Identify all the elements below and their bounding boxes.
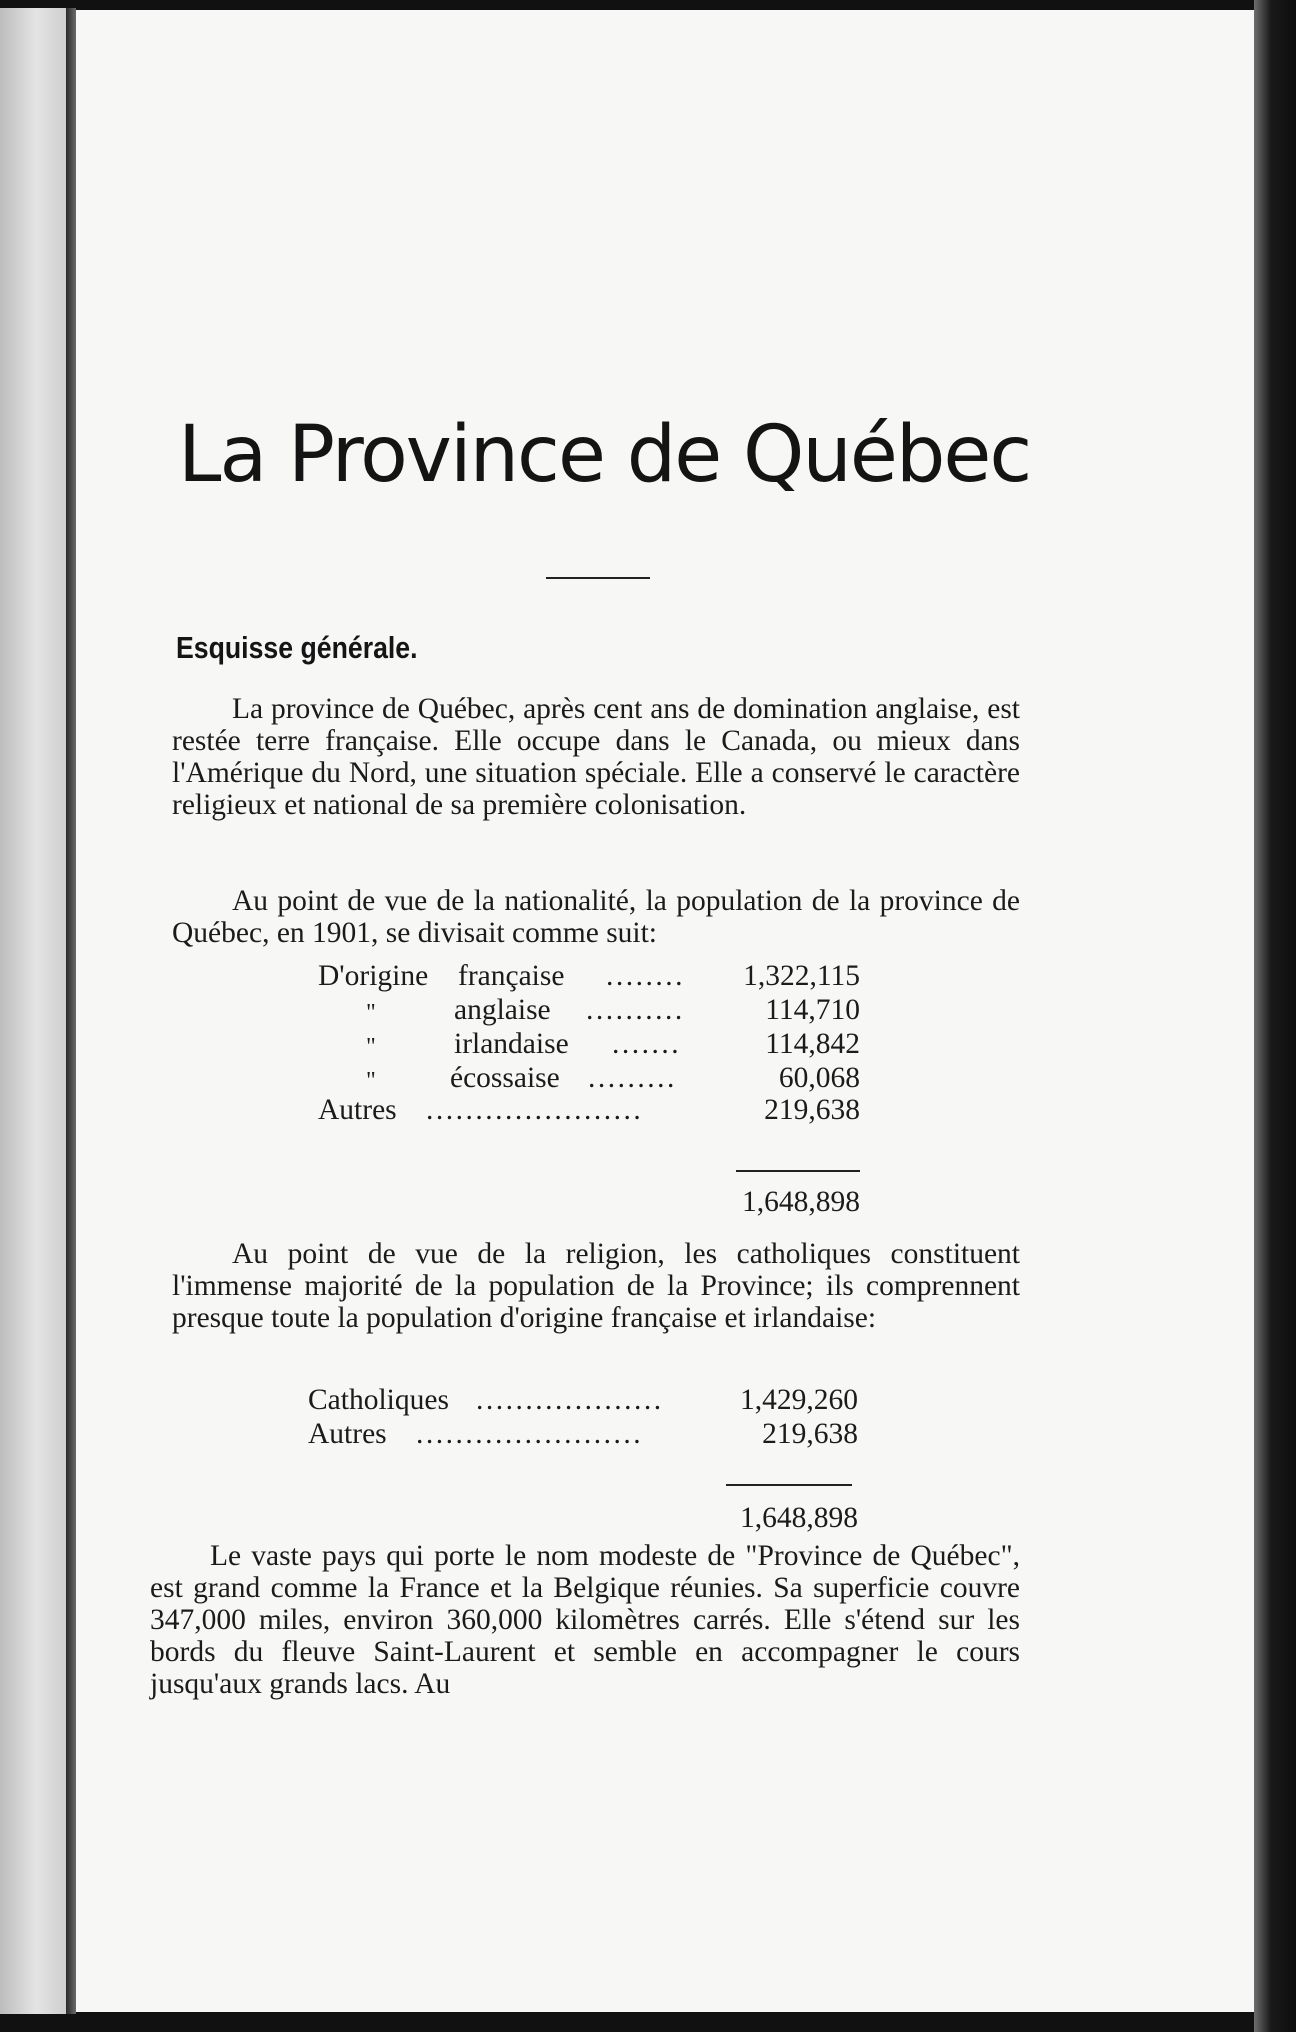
row-label: écossaise <box>450 1062 560 1094</box>
title-divider <box>546 577 650 579</box>
table-total: 1,648,898 <box>740 1502 858 1534</box>
leader-dots: ................... <box>476 1384 664 1416</box>
row-value: 114,842 <box>765 1028 860 1060</box>
row-value: 219,638 <box>764 1094 860 1126</box>
leader-dots: .......... <box>586 994 685 1026</box>
row-value: 114,710 <box>765 994 860 1026</box>
leader-dots: ......... <box>588 1062 677 1094</box>
ditto-mark: " <box>366 1068 376 1094</box>
row-label: Autres <box>318 1094 397 1126</box>
row-prefix: D'origine <box>318 960 429 992</box>
row-label: anglaise <box>454 994 551 1026</box>
row-label: française <box>458 960 565 992</box>
paragraph-intro: La province de Québec, après cent ans de domination anglaise, est restée terre française. Elle occupe dans le Canada, ou mieux dans l'Amérique du Nord, une situation spéciale. Elle a conservé le caractère religieux et national de sa première colonisation. <box>172 693 1020 821</box>
sum-rule <box>736 1170 860 1172</box>
row-value: 60,068 <box>778 1062 860 1094</box>
row-value: 219,638 <box>762 1418 858 1450</box>
table-total: 1,648,898 <box>742 1186 860 1218</box>
book-gutter <box>66 8 76 2014</box>
row-value: 1,322,115 <box>743 960 860 992</box>
section-heading: Esquisse générale. <box>176 630 418 665</box>
row-label: Catholiques <box>308 1384 449 1416</box>
leader-dots: ...................... <box>426 1094 644 1126</box>
ditto-mark: " <box>366 1034 376 1060</box>
leader-dots: ....................... <box>416 1418 644 1450</box>
page-title: La Province de Québec <box>178 410 1031 500</box>
ditto-mark: " <box>366 1000 376 1026</box>
row-value: 1,429,260 <box>740 1384 858 1416</box>
row-label: irlandaise <box>454 1028 569 1060</box>
paragraph-nationality: Au point de vue de la nationalité, la population de la province de Québec, en 1901, se divisait comme suit: <box>172 885 1020 949</box>
leader-dots: ....... <box>612 1028 682 1060</box>
leader-dots: ........ <box>606 960 685 992</box>
religion-table <box>308 1384 858 1544</box>
row-label: Autres <box>308 1418 387 1450</box>
page-edge-shadow <box>1254 0 1296 2032</box>
previous-page-edge <box>0 8 66 2014</box>
nationality-table <box>318 960 858 1220</box>
paragraph-religion: Au point de vue de la religion, les catholiques constituent l'immense majorité de la population de la Province; ils comprennent presque toute la population d'origine française et irlandaise: <box>172 1238 1020 1334</box>
paragraph-geography: Le vaste pays qui porte le nom modeste de "Province de Québec", est grand comme la France et la Belgique réunies. Sa superficie couvre 347,000 miles, environ 360,000 kilomètres carrés. Elle s'étend sur les bords du fleuve Saint-Laurent et semble en accompagner le cours jusqu'aux grands lacs. Au <box>150 1540 1020 1700</box>
sum-rule <box>726 1484 852 1486</box>
